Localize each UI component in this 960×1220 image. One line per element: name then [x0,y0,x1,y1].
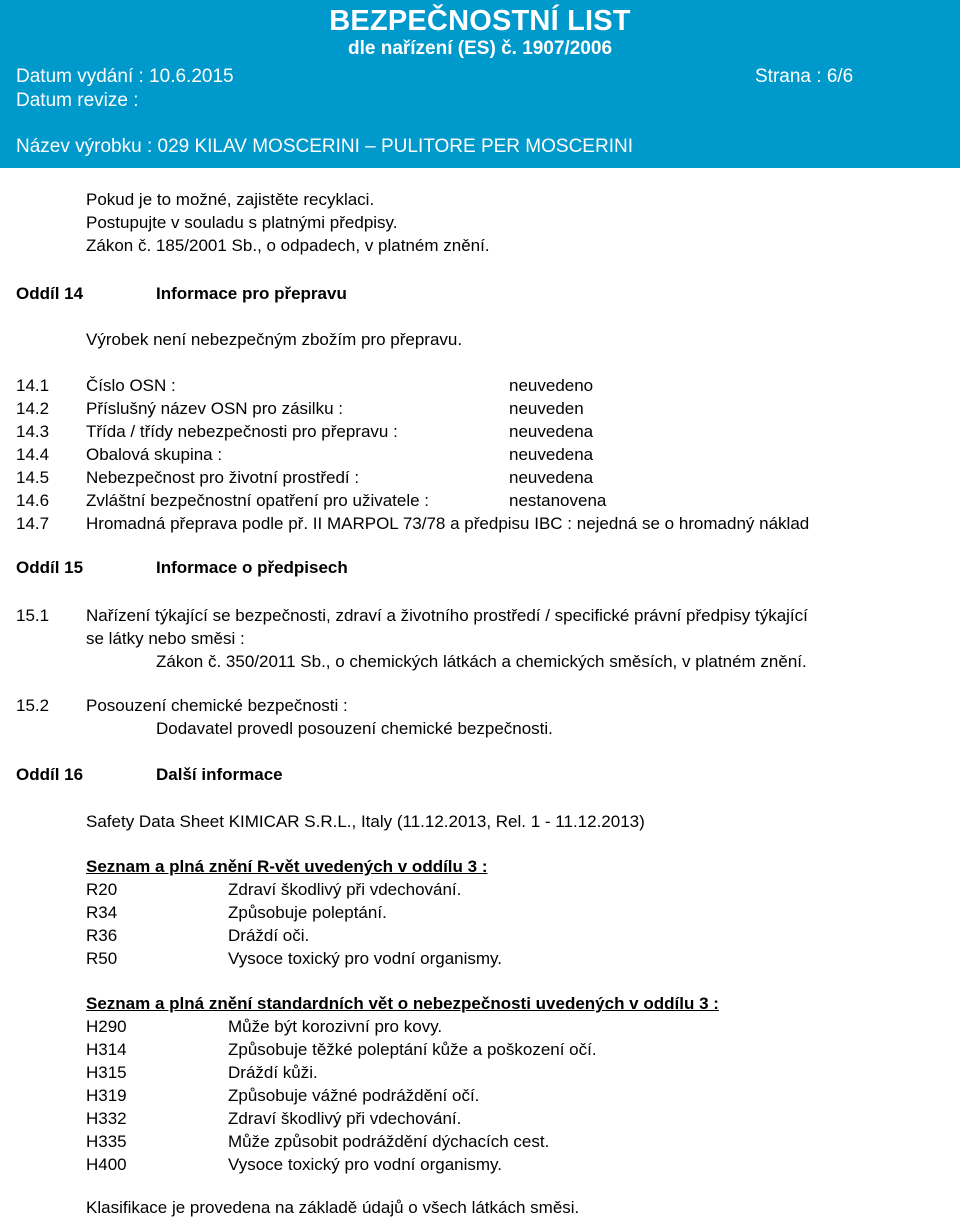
disposal-line: Postupujte v souladu s platnými předpisy. [86,213,398,232]
item-number: 15.1 [16,606,50,625]
item-value: neuvedena [509,468,594,487]
issue-date: Datum vydání : 10.6.2015 [16,66,234,87]
item-number: 14.1 [16,376,50,395]
item-label: Hromadná přeprava podle př. II MARPOL 73/78 a předpisu IBC : nejedná se o hromadný náklad [86,514,810,533]
product-name: Název výrobku : 029 KILAV MOSCERINI – PULITORE PER MOSCERINI [16,136,633,157]
disposal-line: Pokud je to možné, zajistěte recyklaci. [86,190,375,209]
item-number: 14.6 [16,491,50,510]
phrase-text: Vysoce toxický pro vodní organismy. [228,949,503,968]
item-value: neuvedena [509,422,594,441]
item-number: 14.3 [16,422,50,441]
section-14-title: Informace pro přepravu [156,284,347,303]
assessment-detail: Dodavatel provedl posouzení chemické bezpečnosti. [156,719,553,738]
item-value: neuvedena [509,445,594,464]
section-16-label: Oddíl 16 [16,765,84,784]
r-phrases-heading-text: Seznam a plná znění R-vět uvedených v oddílu 3 : [86,857,488,876]
page-number: Strana : 6/6 [755,66,854,87]
phrase-code: H290 [86,1017,127,1036]
item-value: neuveden [509,399,584,418]
phrase-text: Může způsobit podráždění dýchacích cest. [228,1132,550,1151]
phrase-code: H400 [86,1155,127,1174]
phrase-text: Může být korozivní pro kovy. [228,1017,443,1036]
r-phrases-heading [86,855,487,878]
item-value: nestanovena [509,491,607,510]
section-14-intro: Výrobek není nebezpečným zbožím pro přepravu. [86,330,463,349]
phrase-code: R20 [86,880,118,899]
item-value: neuvedeno [509,376,594,395]
assessment-label: Posouzení chemické bezpečnosti : [86,696,348,715]
phrase-text: Způsobuje vážné podráždění očí. [228,1086,480,1105]
document-title: BEZPEČNOSTNÍ LIST [329,5,631,37]
phrase-text: Dráždí oči. [228,926,310,945]
section-16-title: Další informace [156,765,283,784]
phrase-code: H332 [86,1109,127,1128]
item-label: Číslo OSN : [86,376,176,395]
section-15-title: Informace o předpisech [156,558,348,577]
phrase-text: Zdraví škodlivý při vdechování. [228,880,462,899]
item-number: 14.2 [16,399,50,418]
phrase-text: Vysoce toxický pro vodní organismy. [228,1155,503,1174]
h-phrases-heading-text: Seznam a plná znění standardních vět o nebezpečnosti uvedených v oddílu 3 : [86,994,719,1013]
phrase-code: R50 [86,949,118,968]
phrase-code: H335 [86,1132,127,1151]
item-label: Obalová skupina : [86,445,223,464]
regulation-detail: Zákon č. 350/2011 Sb., o chemických látkách a chemických směsích, v platném znění. [156,652,807,671]
revision-date: Datum revize : [16,90,139,111]
item-number: 14.4 [16,445,50,464]
classification-note: Klasifikace je provedena na základě údajů o všech látkách směsi. [86,1198,580,1217]
phrase-text: Zdraví škodlivý při vdechování. [228,1109,462,1128]
item-number: 15.2 [16,696,50,715]
phrase-text: Dráždí kůži. [228,1063,318,1082]
item-number: 14.7 [16,514,50,533]
disposal-line: Zákon č. 185/2001 Sb., o odpadech, v platném znění. [86,236,490,255]
phrase-text: Způsobuje poleptání. [228,903,387,922]
item-label: Nebezpečnost pro životní prostředí : [86,468,360,487]
h-phrases-heading [86,992,719,1015]
item-number: 14.5 [16,468,50,487]
phrase-code: H315 [86,1063,127,1082]
section-15-label: Oddíl 15 [16,558,84,577]
section-14-label: Oddíl 14 [16,284,84,303]
regulation-text: se látky nebo směsi : [86,629,245,648]
phrase-code: R34 [86,903,118,922]
phrase-text: Způsobuje těžké poleptání kůže a poškození očí. [228,1040,597,1059]
phrase-code: H319 [86,1086,127,1105]
source-reference: Safety Data Sheet KIMICAR S.R.L., Italy (11.12.2013, Rel. 1 - 11.12.2013) [86,812,645,831]
item-label: Zvláštní bezpečnostní opatření pro uživatele : [86,491,430,510]
phrase-code: R36 [86,926,118,945]
item-label: Příslušný název OSN pro zásilku : [86,399,343,418]
phrase-code: H314 [86,1040,127,1059]
regulation-text: Nařízení týkající se bezpečnosti, zdraví a životního prostředí / specifické právní předpisy týkající [86,606,808,625]
document-subtitle: dle nařízení (ES) č. 1907/2006 [347,38,613,59]
item-label: Třída / třídy nebezpečnosti pro přepravu : [86,422,398,441]
